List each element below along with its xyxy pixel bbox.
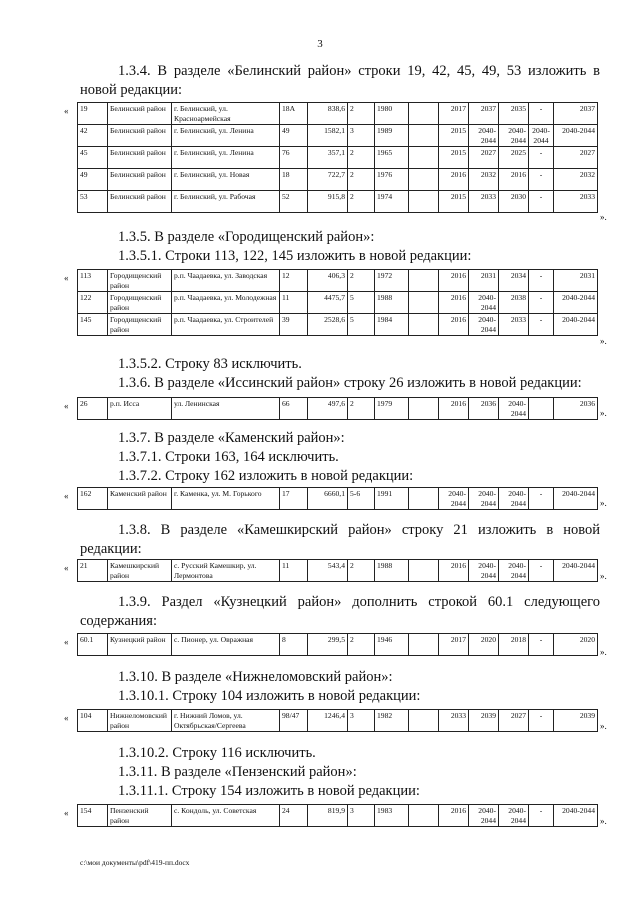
table-row	[78, 169, 598, 191]
table-open-quote: «	[64, 637, 69, 647]
cell-house-number: 11	[280, 292, 308, 314]
cell-floors: 2	[348, 169, 375, 191]
cell-address: г. Каменка, ул. М. Горького	[172, 488, 280, 510]
cell-col-a: 2015	[439, 147, 469, 169]
paragraph-1-3-7: 1.3.7. В разделе «Каменский район»:	[118, 430, 345, 446]
cell-area: 1582,1	[308, 125, 348, 147]
cell-district: Белинский район	[108, 169, 172, 191]
cell-blank	[409, 270, 439, 292]
cell-house-number: 17	[280, 488, 308, 510]
cell-col-d: -	[529, 634, 554, 656]
cell-district: Нижнеломовский район	[108, 710, 172, 732]
cell-col-b: 2040-2044	[469, 314, 499, 336]
paragraph-1-3-4: 1.3.4. В разделе «Белинский район» строки 19, 42, 45, 49, 53 изложить в новой редакции:	[80, 63, 600, 98]
table-open-quote: «	[64, 491, 69, 501]
cell-row-number: 60.1	[78, 634, 108, 656]
cell-row-number: 104	[78, 710, 108, 732]
table-open-quote: «	[64, 713, 69, 723]
cell-floors: 5	[348, 314, 375, 336]
cell-year: 1972	[375, 270, 409, 292]
cell-row-number: 45	[78, 147, 108, 169]
cell-col-b: 2040-2044	[469, 292, 499, 314]
cell-blank	[409, 634, 439, 656]
cell-col-d	[529, 398, 554, 420]
paragraph-1-3-5-2: 1.3.5.2. Строку 83 исключить.	[118, 356, 302, 372]
cell-district: Кузнецкий район	[108, 634, 172, 656]
cell-col-d: 2040-2044	[529, 125, 554, 147]
table-row	[78, 191, 598, 213]
cell-floors: 2	[348, 147, 375, 169]
paragraph-1-3-8: 1.3.8. В разделе «Камешкирский район» строку 21 изложить в новой редакции:	[80, 522, 600, 557]
cell-year: 1979	[375, 398, 409, 420]
paragraph-1-3-6: 1.3.6. В разделе «Иссинский район» строку 26 изложить в новой редакции:	[118, 375, 582, 391]
table-open-quote: «	[64, 808, 69, 818]
cell-address: г. Белинский, ул. Ленина	[172, 147, 280, 169]
cell-area: 299,5	[308, 634, 348, 656]
cell-area: 357,1	[308, 147, 348, 169]
cell-area: 4475,7	[308, 292, 348, 314]
cell-year: 1976	[375, 169, 409, 191]
cell-house-number: 24	[280, 805, 308, 827]
cell-house-number: 8	[280, 634, 308, 656]
cell-col-c: 2034	[499, 270, 529, 292]
cell-col-a: 2017	[439, 634, 469, 656]
table-close-quote: ».	[600, 571, 607, 581]
cell-address: р.п. Чаадаевка, ул. Строителей	[172, 314, 280, 336]
cell-col-d: -	[529, 805, 554, 827]
cell-area: 406,3	[308, 270, 348, 292]
cell-col-a: 2015	[439, 125, 469, 147]
cell-floors: 3	[348, 710, 375, 732]
cell-floors: 3	[348, 125, 375, 147]
cell-col-e: 2040-2044	[554, 292, 598, 314]
table-row	[78, 292, 598, 314]
table-close-quote: ».	[600, 408, 607, 418]
cell-col-c: 2038	[499, 292, 529, 314]
cell-year: 1980	[375, 103, 409, 125]
cell-col-c: 2027	[499, 710, 529, 732]
cell-address: с. Кондоль, ул. Советская	[172, 805, 280, 827]
paragraph-1-3-11-1: 1.3.11.1. Строку 154 изложить в новой редакции:	[118, 783, 420, 799]
cell-year: 1974	[375, 191, 409, 213]
paragraph-1-3-10: 1.3.10. В разделе «Нижнеломовский район»:	[118, 669, 393, 685]
cell-year: 1983	[375, 805, 409, 827]
cell-col-b: 2031	[469, 270, 499, 292]
table-row	[78, 270, 598, 292]
cell-floors: 2	[348, 270, 375, 292]
cell-col-c: 2040-2044	[499, 125, 529, 147]
cell-col-a: 2016	[439, 314, 469, 336]
paragraph-1-3-10-1: 1.3.10.1. Строку 104 изложить в новой редакции:	[118, 688, 421, 704]
cell-col-e: 2039	[554, 710, 598, 732]
cell-col-a: 2016	[439, 292, 469, 314]
cell-address: г. Белинский, ул. Новая	[172, 169, 280, 191]
cell-blank	[409, 125, 439, 147]
cell-blank	[409, 191, 439, 213]
cell-col-b: 2040-2044	[469, 488, 499, 510]
cell-col-e: 2040-2044	[554, 314, 598, 336]
cell-blank	[409, 560, 439, 582]
table-open-quote: «	[64, 273, 69, 283]
cell-col-c: 2016	[499, 169, 529, 191]
cell-col-b: 2040-2044	[469, 560, 499, 582]
cell-house-number: 76	[280, 147, 308, 169]
cell-col-b: 2027	[469, 147, 499, 169]
cell-row-number: 49	[78, 169, 108, 191]
cell-row-number: 19	[78, 103, 108, 125]
table-kuznetsky	[77, 633, 598, 656]
cell-address: р.п. Чаадаевка, ул. Молодежная	[172, 292, 280, 314]
cell-col-b: 2039	[469, 710, 499, 732]
cell-area: 722,7	[308, 169, 348, 191]
cell-col-d: -	[529, 560, 554, 582]
cell-district: Белинский район	[108, 147, 172, 169]
cell-col-e: 2040-2044	[554, 125, 598, 147]
paragraph-1-3-5-1: 1.3.5.1. Строки 113, 122, 145 изложить в новой редакции:	[118, 248, 472, 264]
table-open-quote: «	[64, 401, 69, 411]
cell-house-number: 39	[280, 314, 308, 336]
cell-col-e: 2027	[554, 147, 598, 169]
cell-col-d: -	[529, 488, 554, 510]
table-row	[78, 710, 598, 732]
cell-col-a: 2016	[439, 169, 469, 191]
cell-floors: 2	[348, 191, 375, 213]
paragraph-1-3-10-2: 1.3.10.2. Строку 116 исключить.	[118, 745, 316, 761]
cell-col-c: 2025	[499, 147, 529, 169]
cell-floors: 2	[348, 398, 375, 420]
cell-col-d: -	[529, 292, 554, 314]
cell-address: г. Нижний Ломов, ул. Октябрьская/Сергеева	[172, 710, 280, 732]
cell-blank	[409, 398, 439, 420]
table-close-quote: ».	[600, 647, 607, 657]
cell-district: р.п. Исса	[108, 398, 172, 420]
cell-floors: 5-6	[348, 488, 375, 510]
cell-blank	[409, 147, 439, 169]
paragraph-1-3-11: 1.3.11. В разделе «Пензенский район»:	[118, 764, 357, 780]
table-close-quote: ».	[600, 498, 607, 508]
cell-col-d: -	[529, 710, 554, 732]
table-row	[78, 488, 598, 510]
cell-district: Белинский район	[108, 103, 172, 125]
cell-address: г. Белинский, ул. Рабочая	[172, 191, 280, 213]
file-path-footer: c:\мои документы\pdf\419-пп.docx	[80, 858, 190, 867]
cell-col-e: 2031	[554, 270, 598, 292]
cell-row-number: 162	[78, 488, 108, 510]
cell-address: г. Белинский, ул. Красноармейская	[172, 103, 280, 125]
cell-district: Белинский район	[108, 125, 172, 147]
cell-row-number: 122	[78, 292, 108, 314]
table-kameshkirsky	[77, 559, 598, 582]
cell-blank	[409, 292, 439, 314]
cell-floors: 3	[348, 805, 375, 827]
cell-col-b: 2032	[469, 169, 499, 191]
cell-blank	[409, 314, 439, 336]
cell-row-number: 145	[78, 314, 108, 336]
cell-district: Пензенский район	[108, 805, 172, 827]
table-close-quote: ».	[600, 816, 607, 826]
cell-district: Каменский район	[108, 488, 172, 510]
cell-col-e: 2040-2044	[554, 488, 598, 510]
cell-house-number: 98/47	[280, 710, 308, 732]
cell-col-a: 2016	[439, 398, 469, 420]
table-close-quote: ».	[600, 721, 607, 731]
cell-col-d: -	[529, 314, 554, 336]
table-belinsky	[77, 102, 598, 213]
table-close-quote: ».	[600, 336, 607, 346]
cell-district: Белинский район	[108, 191, 172, 213]
cell-address: с. Пионер, ул. Овражная	[172, 634, 280, 656]
cell-blank	[409, 103, 439, 125]
cell-year: 1991	[375, 488, 409, 510]
table-close-quote: ».	[600, 212, 607, 222]
cell-floors: 2	[348, 560, 375, 582]
cell-col-c: 2040-2044	[499, 805, 529, 827]
cell-row-number: 113	[78, 270, 108, 292]
cell-area: 838,6	[308, 103, 348, 125]
cell-blank	[409, 488, 439, 510]
cell-col-d: -	[529, 147, 554, 169]
cell-floors: 2	[348, 103, 375, 125]
cell-row-number: 21	[78, 560, 108, 582]
table-row	[78, 125, 598, 147]
cell-col-c: 2018	[499, 634, 529, 656]
cell-col-b: 2036	[469, 398, 499, 420]
cell-row-number: 26	[78, 398, 108, 420]
cell-year: 1946	[375, 634, 409, 656]
paragraph-1-3-7-1: 1.3.7.1. Строки 163, 164 исключить.	[118, 449, 339, 465]
cell-year: 1984	[375, 314, 409, 336]
cell-area: 497,6	[308, 398, 348, 420]
cell-col-d: -	[529, 191, 554, 213]
cell-floors: 5	[348, 292, 375, 314]
cell-col-b: 2020	[469, 634, 499, 656]
table-row	[78, 103, 598, 125]
cell-col-a: 2033	[439, 710, 469, 732]
paragraph-1-3-7-2: 1.3.7.2. Строку 162 изложить в новой редакции:	[118, 468, 414, 484]
cell-col-c: 2033	[499, 314, 529, 336]
cell-row-number: 42	[78, 125, 108, 147]
cell-district: Городищенский район	[108, 292, 172, 314]
cell-col-d: -	[529, 169, 554, 191]
cell-col-c: 2040-2044	[499, 488, 529, 510]
table-row	[78, 560, 598, 582]
table-row	[78, 314, 598, 336]
cell-address: ул. Ленинская	[172, 398, 280, 420]
cell-col-b: 2040-2044	[469, 805, 499, 827]
table-row	[78, 634, 598, 656]
table-open-quote: «	[64, 563, 69, 573]
cell-district: Городищенский район	[108, 314, 172, 336]
cell-col-b: 2037	[469, 103, 499, 125]
cell-col-e: 2033	[554, 191, 598, 213]
cell-col-a: 2016	[439, 805, 469, 827]
cell-col-a: 2016	[439, 270, 469, 292]
cell-area: 915,8	[308, 191, 348, 213]
cell-blank	[409, 710, 439, 732]
cell-col-e: 2040-2044	[554, 560, 598, 582]
table-open-quote: «	[64, 106, 69, 116]
cell-blank	[409, 805, 439, 827]
page-number: 3	[317, 38, 323, 50]
cell-house-number: 18А	[280, 103, 308, 125]
table-kamensky	[77, 487, 598, 510]
cell-house-number: 66	[280, 398, 308, 420]
cell-house-number: 52	[280, 191, 308, 213]
cell-area: 819,9	[308, 805, 348, 827]
cell-col-e: 2037	[554, 103, 598, 125]
cell-col-b: 2033	[469, 191, 499, 213]
cell-year: 1982	[375, 710, 409, 732]
cell-house-number: 12	[280, 270, 308, 292]
cell-col-b: 2040-2044	[469, 125, 499, 147]
cell-col-e: 2040-2044	[554, 805, 598, 827]
cell-address: с. Русский Камешкир, ул. Лермонтова	[172, 560, 280, 582]
cell-house-number: 49	[280, 125, 308, 147]
cell-blank	[409, 169, 439, 191]
cell-area: 6660,1	[308, 488, 348, 510]
cell-col-a: 2017	[439, 103, 469, 125]
cell-area: 1246,4	[308, 710, 348, 732]
table-nizhnelomovsky	[77, 709, 598, 732]
cell-district: Камешкирский район	[108, 560, 172, 582]
table-row	[78, 805, 598, 827]
paragraph-1-3-5: 1.3.5. В разделе «Городищенский район»:	[118, 229, 375, 245]
cell-col-e: 2036	[554, 398, 598, 420]
cell-house-number: 18	[280, 169, 308, 191]
cell-year: 1965	[375, 147, 409, 169]
cell-col-a: 2015	[439, 191, 469, 213]
table-row	[78, 398, 598, 420]
cell-district: Городищенский район	[108, 270, 172, 292]
cell-col-a: 2016	[439, 560, 469, 582]
cell-col-c: 2040-2044	[499, 398, 529, 420]
cell-year: 1988	[375, 292, 409, 314]
cell-row-number: 53	[78, 191, 108, 213]
cell-area: 543,4	[308, 560, 348, 582]
cell-address: р.п. Чаадаевка, ул. Заводская	[172, 270, 280, 292]
cell-year: 1989	[375, 125, 409, 147]
table-gorodishchensky	[77, 269, 598, 336]
cell-col-c: 2040-2044	[499, 560, 529, 582]
cell-col-e: 2020	[554, 634, 598, 656]
table-row	[78, 147, 598, 169]
table-issinsky	[77, 397, 598, 420]
paragraph-1-3-9: 1.3.9. Раздел «Кузнецкий район» дополнить строкой 60.1 следующего содержания:	[80, 594, 600, 629]
cell-col-d: -	[529, 270, 554, 292]
cell-col-c: 2030	[499, 191, 529, 213]
table-penzensky	[77, 804, 598, 827]
cell-area: 2528,6	[308, 314, 348, 336]
cell-floors: 2	[348, 634, 375, 656]
cell-house-number: 11	[280, 560, 308, 582]
cell-address: г. Белинский, ул. Ленина	[172, 125, 280, 147]
cell-row-number: 154	[78, 805, 108, 827]
cell-year: 1988	[375, 560, 409, 582]
cell-col-a: 2040-2044	[439, 488, 469, 510]
cell-col-e: 2032	[554, 169, 598, 191]
cell-col-c: 2035	[499, 103, 529, 125]
cell-col-d: -	[529, 103, 554, 125]
